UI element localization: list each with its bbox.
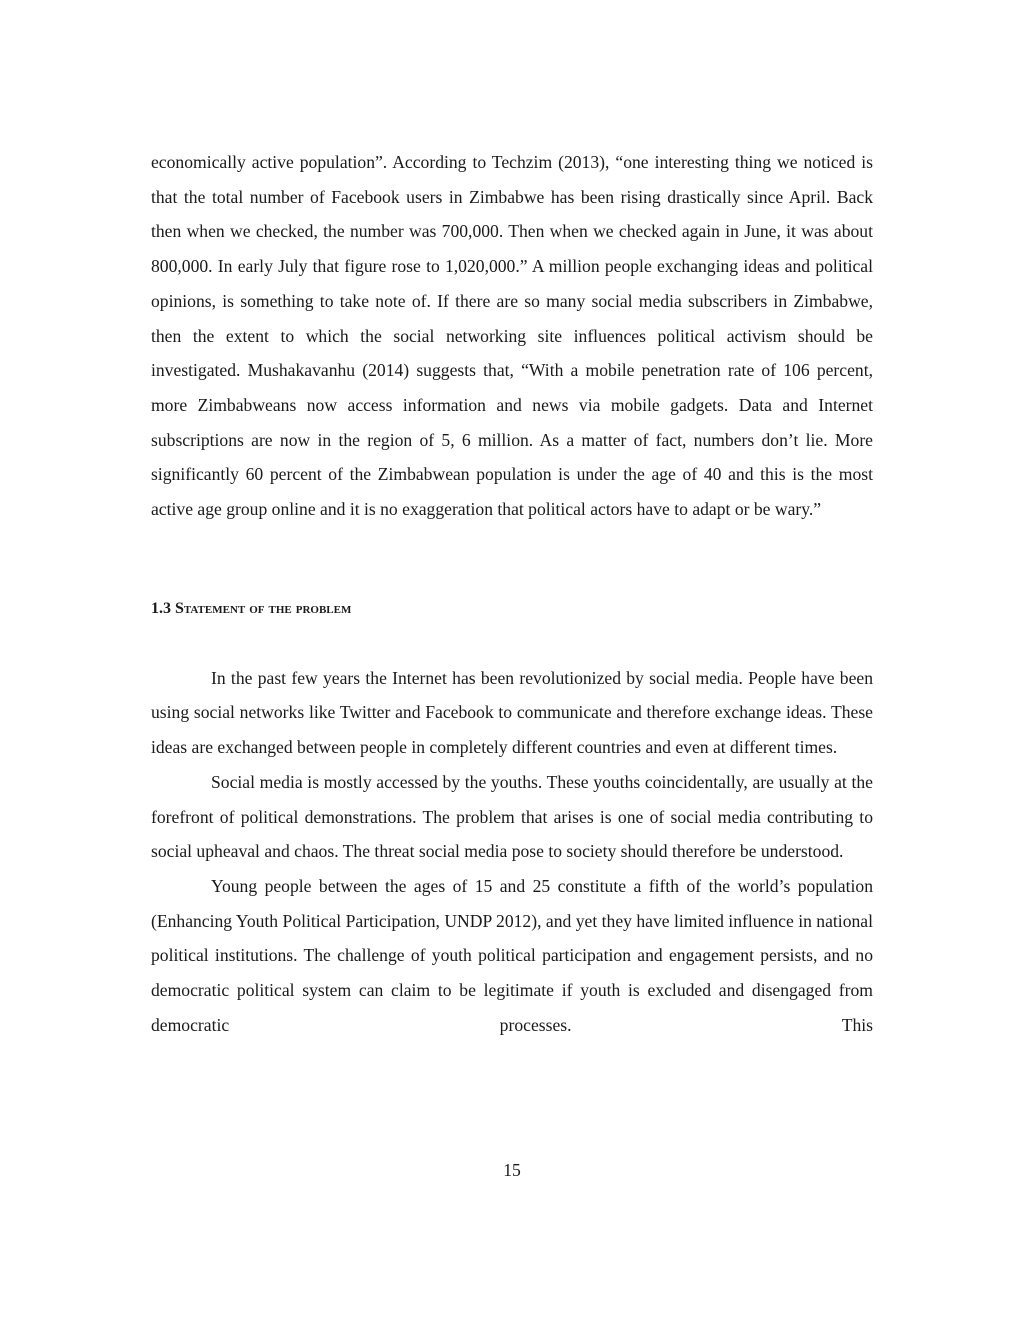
intro-paragraph: economically active population”. According to Techzim (2013), “one interesting thing we noticed is that the total number of Facebook users in Zimbabwe has been rising drastically since April. Back then when we checked, the number was 700,000. Then when we checked again in June, it was about 800,000. In early July that figure rose to 1,020,000.” A million people exchanging ideas and political opinions, is something to take note of. If there are so many social media subscribers in Zimbabwe, then the extent to which the social networking site influences political activism should be investigated. Mushakavanhu (2014) suggests that, “With a mobile penetration rate of 106 percent, more Zimbabweans now access information and news via mobile gadgets. Data and Internet subscriptions are now in the region of 5, 6 million. As a matter of fact, numbers don’t lie. More significantly 60 percent of the Zimbabwean population is under the age of 40 and this is the most active age group online and it is no exaggeration that political actors have to adapt or be wary.” (151, 152, 873, 520)
problem-paragraph-3: Young people between the ages of 15 and 25 constitute a fifth of the world’s population (Enhancing Youth Political Participation, UNDP 2012), and yet they have limited influence in national political institutions. The challenge of youth political participation and engagement persists, and no democratic political system can claim to be legitimate if youth is excluded and disengaged from democratic processes. This (151, 875, 873, 1035)
problem-paragraph-2: Social media is mostly accessed by the youths. These youths coincidentally, are usually at the forefront of political demonstrations. The problem that arises is one of social media contributing to social upheaval and chaos. The threat social media pose to society should therefore be understood. (151, 771, 873, 862)
section-heading (151, 598, 873, 620)
section-title: Statement of the problem (175, 599, 352, 617)
document-page (151, 145, 873, 1042)
problem-paragraph-1: In the past few years the Internet has been revolutionized by social media. People have been using social networks like Twitter and Facebook to communicate and therefore exchange ideas. These ideas are exchanged between people in completely different countries and even at different times. (151, 667, 873, 758)
section-number: 1.3 (151, 599, 171, 617)
page-number: 15 (503, 1160, 521, 1180)
